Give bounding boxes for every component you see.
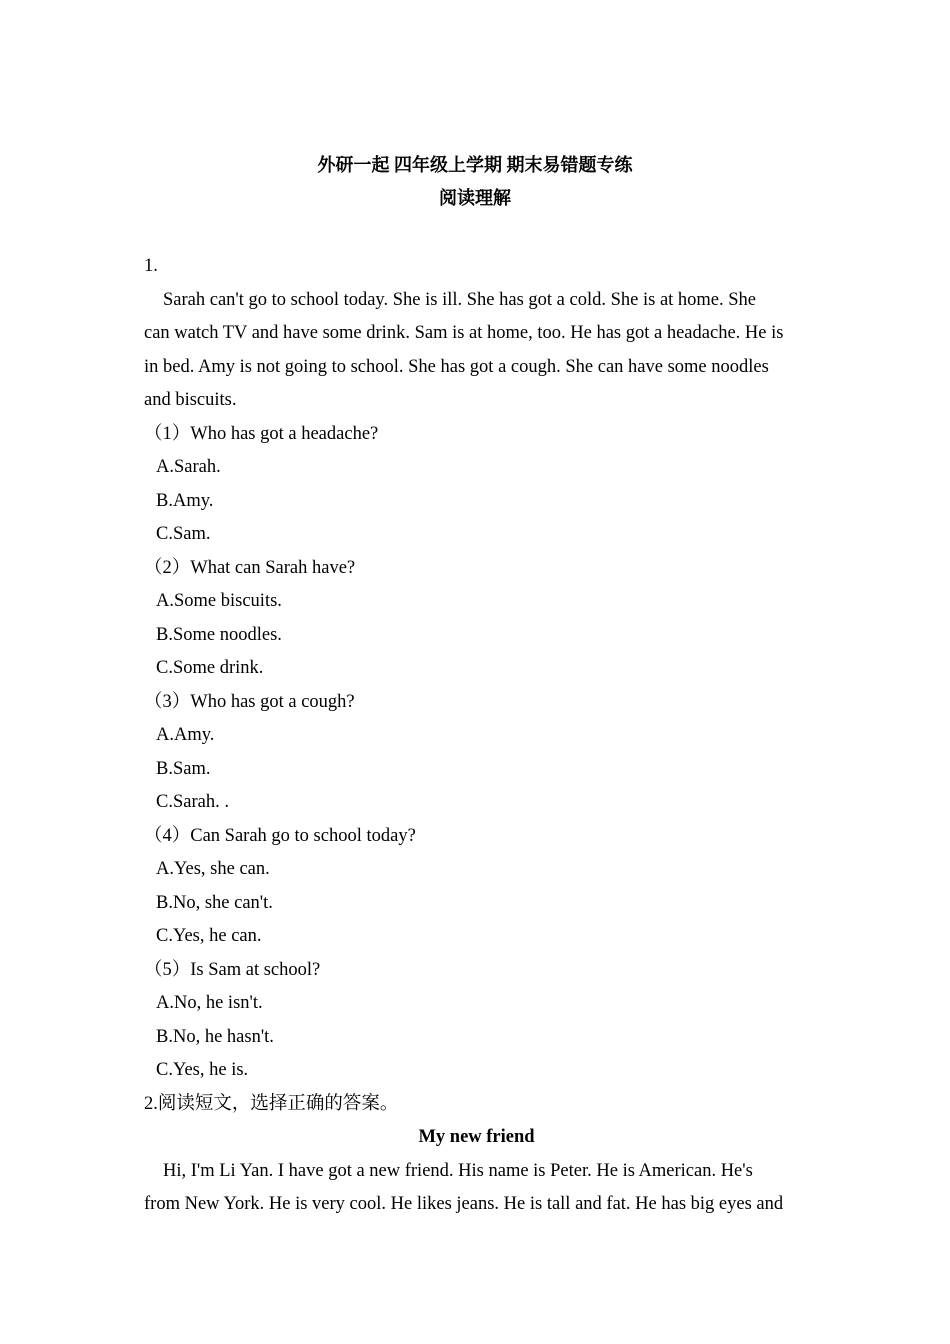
option-c: C.Yes, he is. xyxy=(156,1060,249,1080)
option-b: B.No, she can't. xyxy=(156,892,273,913)
passage-line: can watch TV and have some drink. Sam is at home, too. He has got a headache. He is xyxy=(144,323,784,343)
option-b: B.Some noodles. xyxy=(156,624,282,645)
option-c: C.Yes, he can. xyxy=(156,926,262,946)
question-4: （4）Can Sarah go to school today? xyxy=(144,825,416,846)
option-a: A.Some biscuits. xyxy=(156,591,282,611)
question-1: （1）Who has got a headache? xyxy=(144,423,379,444)
question-5: （5）Is Sam at school? xyxy=(144,959,321,980)
passage-line: Sarah can't go to school today. She is ill. She has got a cold. She is at home. She xyxy=(163,289,757,310)
document-subtitle: 阅读理解 xyxy=(439,188,511,208)
option-c: C.Some drink. xyxy=(156,658,264,678)
passage-line: in bed. Amy is not going to school. She has got a cough. She can have some noodles xyxy=(144,356,769,377)
option-a: A.Sarah. xyxy=(156,457,221,477)
option-a: A.Amy. xyxy=(156,725,215,745)
option-b: B.Sam. xyxy=(156,758,211,779)
question-number-1: 1. xyxy=(144,256,158,276)
document-title: 外研一起 四年级上学期 期末易错题专练 xyxy=(317,155,633,175)
option-a: A.Yes, she can. xyxy=(156,859,270,879)
option-b: B.Amy. xyxy=(156,490,214,511)
option-c: C.Sarah. . xyxy=(156,792,229,812)
document-body xyxy=(144,250,809,1222)
passage-line: and biscuits. xyxy=(144,390,237,410)
passage-title: My new friend xyxy=(418,1127,535,1147)
option-a: A.No, he isn't. xyxy=(156,993,263,1013)
question-3: （3）Who has got a cough? xyxy=(144,691,355,712)
passage-line: Hi, I'm Li Yan. I have got a new friend. His name is Peter. He is American. He's xyxy=(163,1160,753,1181)
question-2: （2）What can Sarah have? xyxy=(144,557,356,578)
passage-line: from New York. He is very cool. He likes jeans. He is tall and fat. He has big eyes and xyxy=(144,1194,784,1214)
option-b: B.No, he hasn't. xyxy=(156,1026,274,1047)
question-number-2-instruction: 2.阅读短文，选择正确的答案。 xyxy=(144,1093,399,1114)
option-c: C.Sam. xyxy=(156,524,211,544)
